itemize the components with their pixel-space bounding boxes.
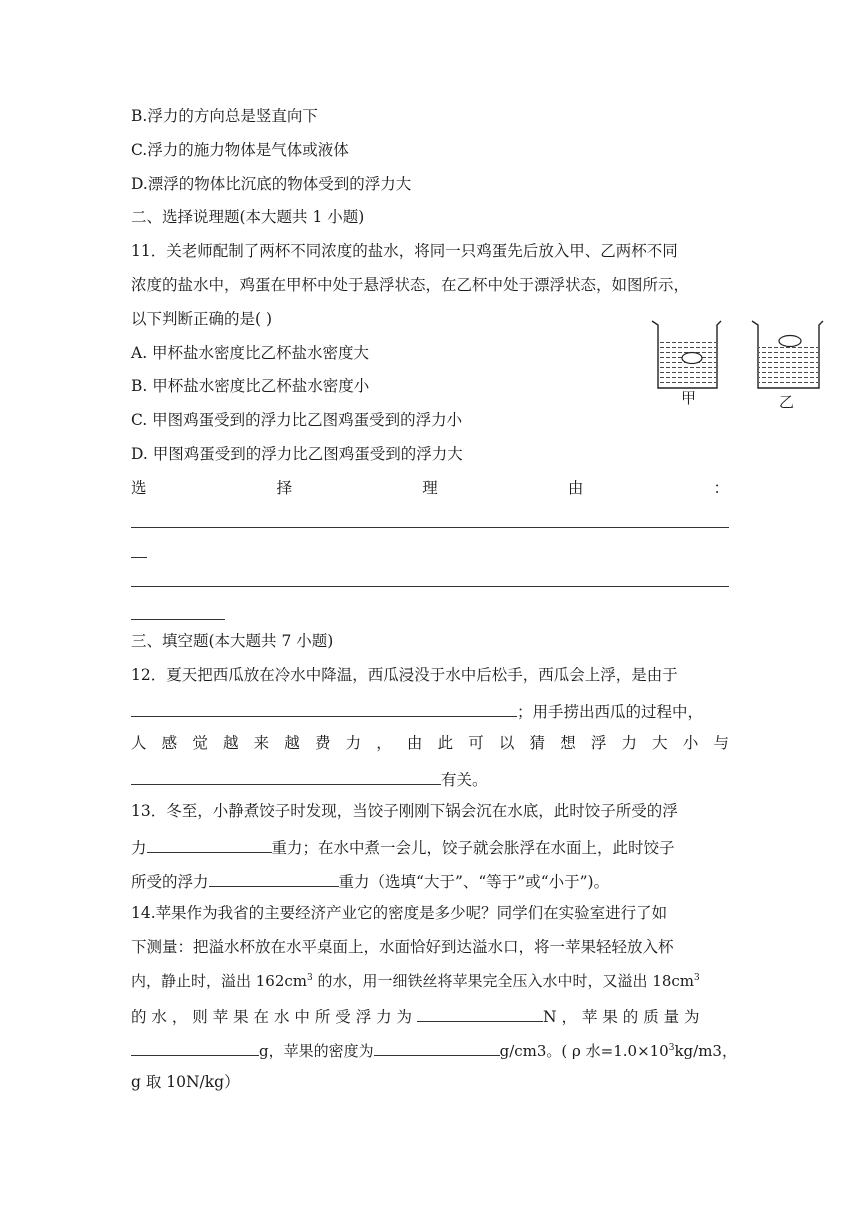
q11-option-c: C. 甲图鸡蛋受到的浮力比乙图鸡蛋受到的浮力小 xyxy=(131,411,463,429)
q12-char: 感 xyxy=(161,734,178,752)
q12-char: 此 xyxy=(437,734,454,752)
q14-text: g，苹果的密度为 xyxy=(259,1042,374,1060)
q12-char: 觉 xyxy=(192,734,208,752)
reason-char: 选 xyxy=(131,479,147,497)
q13-text: 重力（选填“大于”、“等于”或“小于”)。 xyxy=(338,873,610,891)
beaker-yi xyxy=(752,321,823,388)
reason-char: 理 xyxy=(422,479,438,497)
q12-line4-text: 有关。 xyxy=(441,771,488,789)
q12-char: 费 xyxy=(314,734,331,752)
q13-line2 xyxy=(131,835,729,858)
q13-blank-1[interactable] xyxy=(147,835,272,853)
q10-option-d: D.漂浮的物体比沉底的物体受到的浮力大 xyxy=(131,175,412,193)
q12-line2-text: ；用手捞出西瓜的过程中， xyxy=(517,703,704,721)
q14-line5 xyxy=(131,1038,737,1061)
superscript: 3 xyxy=(668,1043,675,1053)
q12-line1: 12．夏天把西瓜放在冷水中降温，西瓜浸没于水中后松手，西瓜会上浮，是由于 xyxy=(131,666,678,684)
q14-text: 的 水 ， 则 苹 果 在 水 中 所 受 浮 力 为 xyxy=(131,1008,413,1026)
beakers-figure xyxy=(648,315,828,415)
q12-char: 浮 xyxy=(590,734,607,752)
q13-blank-2[interactable] xyxy=(209,869,339,887)
reason-answer-line-2-tail[interactable] xyxy=(131,619,225,620)
q13-text: 力 xyxy=(131,839,147,857)
egg-suspended xyxy=(682,353,702,364)
label-jia: 甲 xyxy=(681,389,697,407)
superscript: 3 xyxy=(694,973,700,983)
q12-blank-2[interactable] xyxy=(131,767,441,785)
q14-line6: g 取 10N/kg） xyxy=(131,1073,240,1091)
q10-option-c: C.浮力的施力物体是气体或液体 xyxy=(131,141,349,159)
q12-char: 力 xyxy=(621,734,638,752)
section-3-title: 三、填空题(本大题共 7 小题) xyxy=(131,632,334,650)
q14-line3 xyxy=(131,971,729,991)
q13-line3 xyxy=(131,869,729,892)
q12-char: 越 xyxy=(284,734,300,752)
q14-blank-1[interactable] xyxy=(417,1004,543,1022)
q14-blank-3[interactable] xyxy=(374,1038,500,1056)
q14-text: 内，静止时，溢出 162cm xyxy=(131,972,308,990)
reason-answer-line-1-tail[interactable] xyxy=(131,557,147,558)
q13-text: 所受的浮力 xyxy=(131,873,209,891)
q12-char: 来 xyxy=(253,734,270,752)
q12-char: 人 xyxy=(131,734,147,752)
q12-char: 大 xyxy=(652,734,668,752)
reason-char: 由 xyxy=(567,479,584,497)
egg-floating xyxy=(779,336,801,347)
q12-char: ， xyxy=(376,734,392,752)
q10-option-b: B.浮力的方向总是竖直向下 xyxy=(131,107,318,125)
q14-text: 的水，用一细铁丝将苹果完全压入水中时，又溢出 18cm xyxy=(312,972,695,990)
q11-option-a: A. 甲杯盐水密度比乙杯盐水密度大 xyxy=(131,344,370,362)
q12-char: 力 xyxy=(345,734,362,752)
q14-text: kg/m3， xyxy=(674,1042,737,1060)
q11-stem-line3: 以下判断正确的是( ) xyxy=(131,310,273,328)
q11-option-d: D. 甲图鸡蛋受到的浮力比乙图鸡蛋受到的浮力大 xyxy=(131,445,463,463)
q12-line2 xyxy=(131,699,729,722)
q13-text: 重力；在水中煮一会儿，饺子就会胀浮在水面上，此时饺子 xyxy=(271,839,675,857)
q12-char: 由 xyxy=(406,734,423,752)
q12-line3 xyxy=(131,733,729,753)
q11-option-b: B. 甲杯盐水密度比乙杯盐水密度小 xyxy=(131,377,370,395)
q14-text: N ， 苹 果 的 质 量 为 xyxy=(543,1008,700,1026)
section-2-title: 二、选择说理题(本大题共 1 小题) xyxy=(131,208,365,226)
beaker-jia xyxy=(652,321,721,388)
q12-char: 以 xyxy=(498,734,515,752)
beakers-illustration xyxy=(648,315,828,415)
q11-stem-line2: 浓度的盐水中，鸡蛋在甲杯中处于悬浮状态，在乙杯中处于漂浮状态，如图所示， xyxy=(131,276,690,294)
q12-char: 小 xyxy=(682,734,699,752)
q14-blank-2[interactable] xyxy=(131,1038,259,1056)
q11-stem-line1: 11．关老师配制了两杯不同浓度的盐水，将同一只鸡蛋先后放入甲、乙两杯不同 xyxy=(131,242,678,260)
q14-line2: 下测量：把溢水杯放在水平桌面上，水面恰好到达溢水口，将一苹果轻轻放入杯 xyxy=(131,938,674,956)
label-yi: 乙 xyxy=(779,393,795,411)
q12-char: 越 xyxy=(222,734,239,752)
reason-answer-line-1[interactable] xyxy=(131,527,729,528)
q12-line4 xyxy=(131,767,729,790)
q12-char: 与 xyxy=(713,734,729,752)
q14-line1: 14.苹果作为我省的主要经济产业它的密度是多少呢？同学们在实验室进行了如 xyxy=(131,904,668,922)
reason-char: ： xyxy=(713,479,729,497)
reason-answer-line-2[interactable] xyxy=(131,586,729,587)
reason-char: 择 xyxy=(276,479,293,497)
q12-char: 猜 xyxy=(529,734,546,752)
reason-label xyxy=(131,478,729,498)
q13-line1: 13．冬至，小静煮饺子时发现，当饺子刚刚下锅会沉在水底，此时饺子所受的浮 xyxy=(131,802,678,820)
q14-line4 xyxy=(131,1004,729,1027)
q14-text: g/cm3。( ρ 水=1.0×10 xyxy=(499,1042,669,1060)
superscript: 3 xyxy=(307,973,313,983)
q12-blank-1[interactable] xyxy=(131,699,517,717)
q12-char: 想 xyxy=(560,734,576,752)
q12-char: 可 xyxy=(468,734,484,752)
